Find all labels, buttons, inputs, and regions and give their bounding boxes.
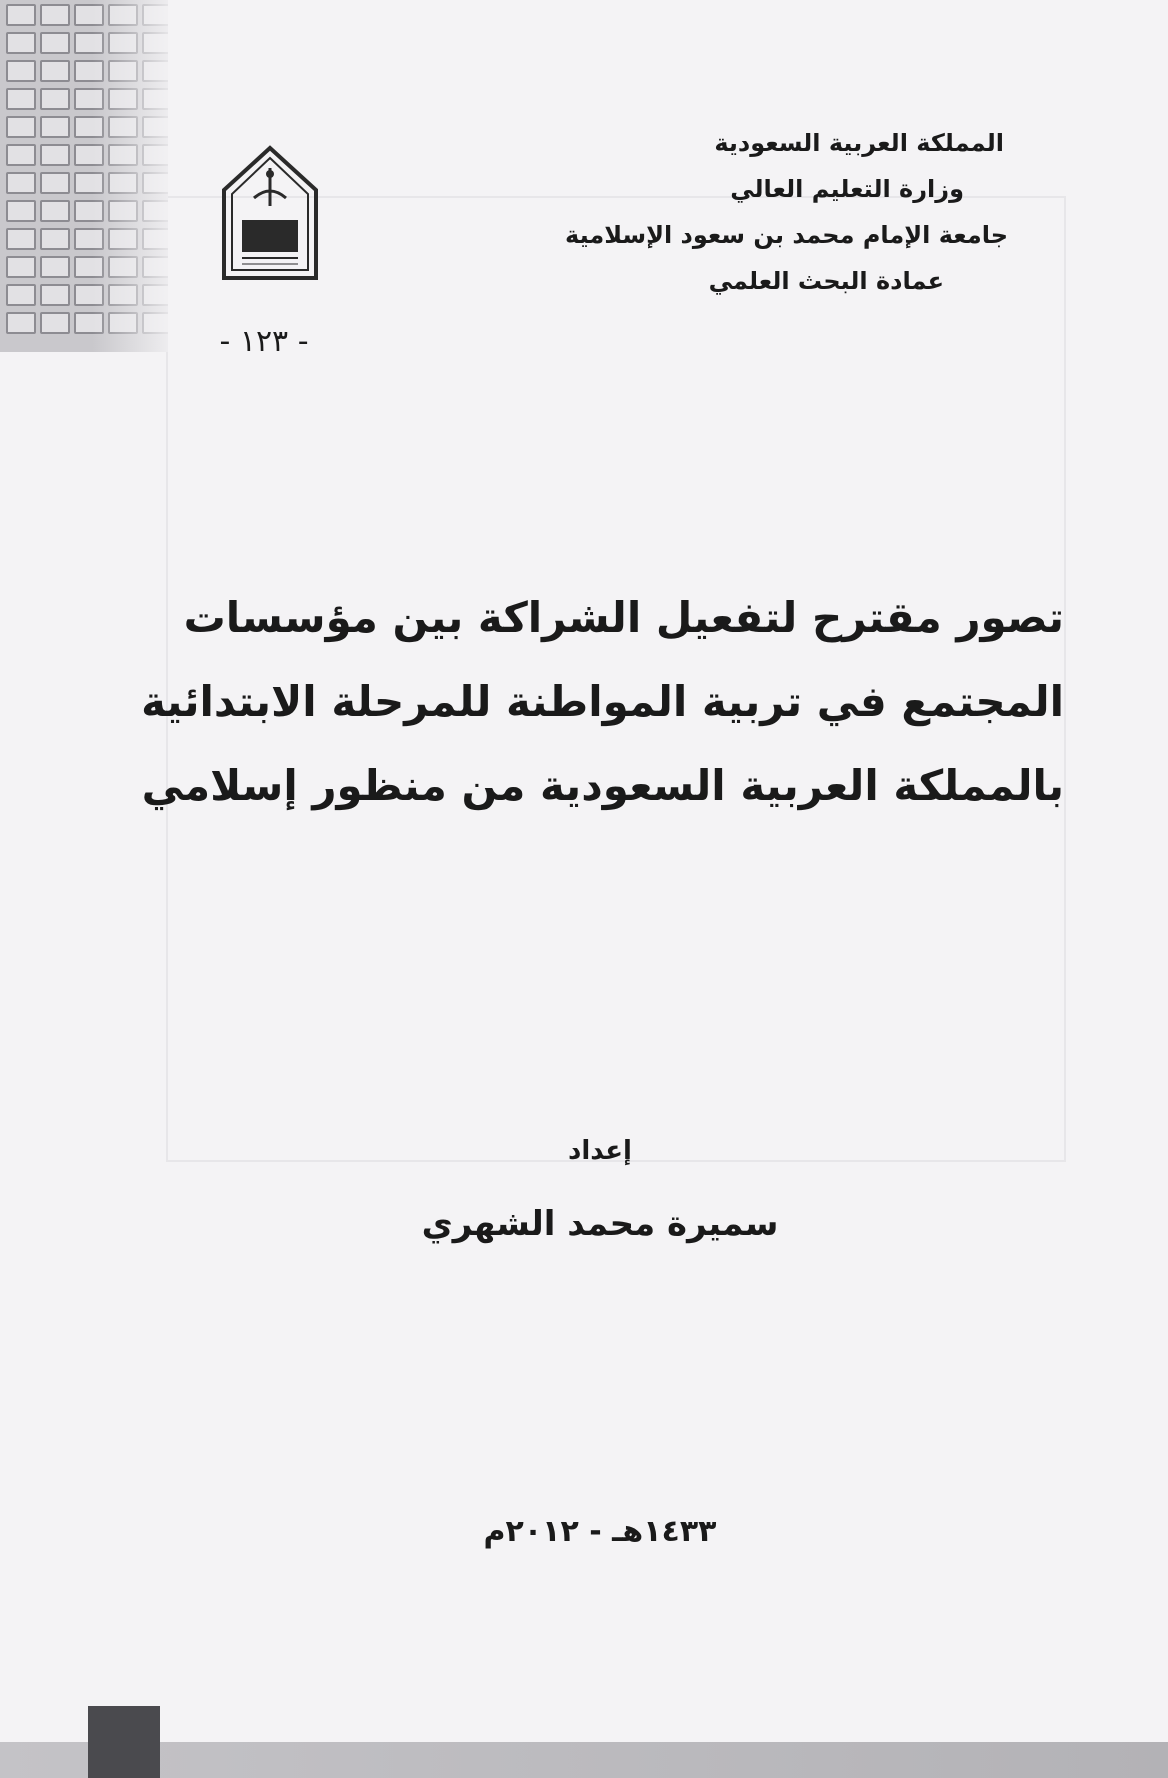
ministry-name: وزارة التعليم العالي (730, 175, 964, 203)
bottom-square-decoration (88, 1706, 160, 1778)
university-name: جامعة الإمام محمد بن سعود الإسلامية (565, 221, 1008, 249)
pattern-fade (0, 0, 168, 352)
university-emblem-icon (218, 144, 322, 284)
series-number: - ١٢٣ - (219, 324, 309, 359)
bottom-strip-decoration (0, 1742, 1168, 1778)
document-title (124, 576, 1064, 828)
institution-header (488, 120, 1008, 304)
title-line-3: بالمملكة العربية السعودية من منظور إسلامي (141, 761, 1064, 810)
author-label: إعداد (568, 1136, 632, 1166)
deanship-name: عمادة البحث العلمي (708, 267, 944, 295)
publication-date: ١٤٣٣هـ - ٢٠١٢م (483, 1514, 717, 1549)
book-pattern-decoration (0, 0, 168, 352)
title-line-2: المجتمع في تربية المواطنة للمرحلة الابتدائية (141, 677, 1064, 726)
title-line-1: تصور مقترح لتفعيل الشراكة بين مؤسسات (183, 593, 1064, 642)
country-name: المملكة العربية السعودية (714, 129, 1004, 157)
author-name: سميرة محمد الشهري (421, 1204, 779, 1244)
